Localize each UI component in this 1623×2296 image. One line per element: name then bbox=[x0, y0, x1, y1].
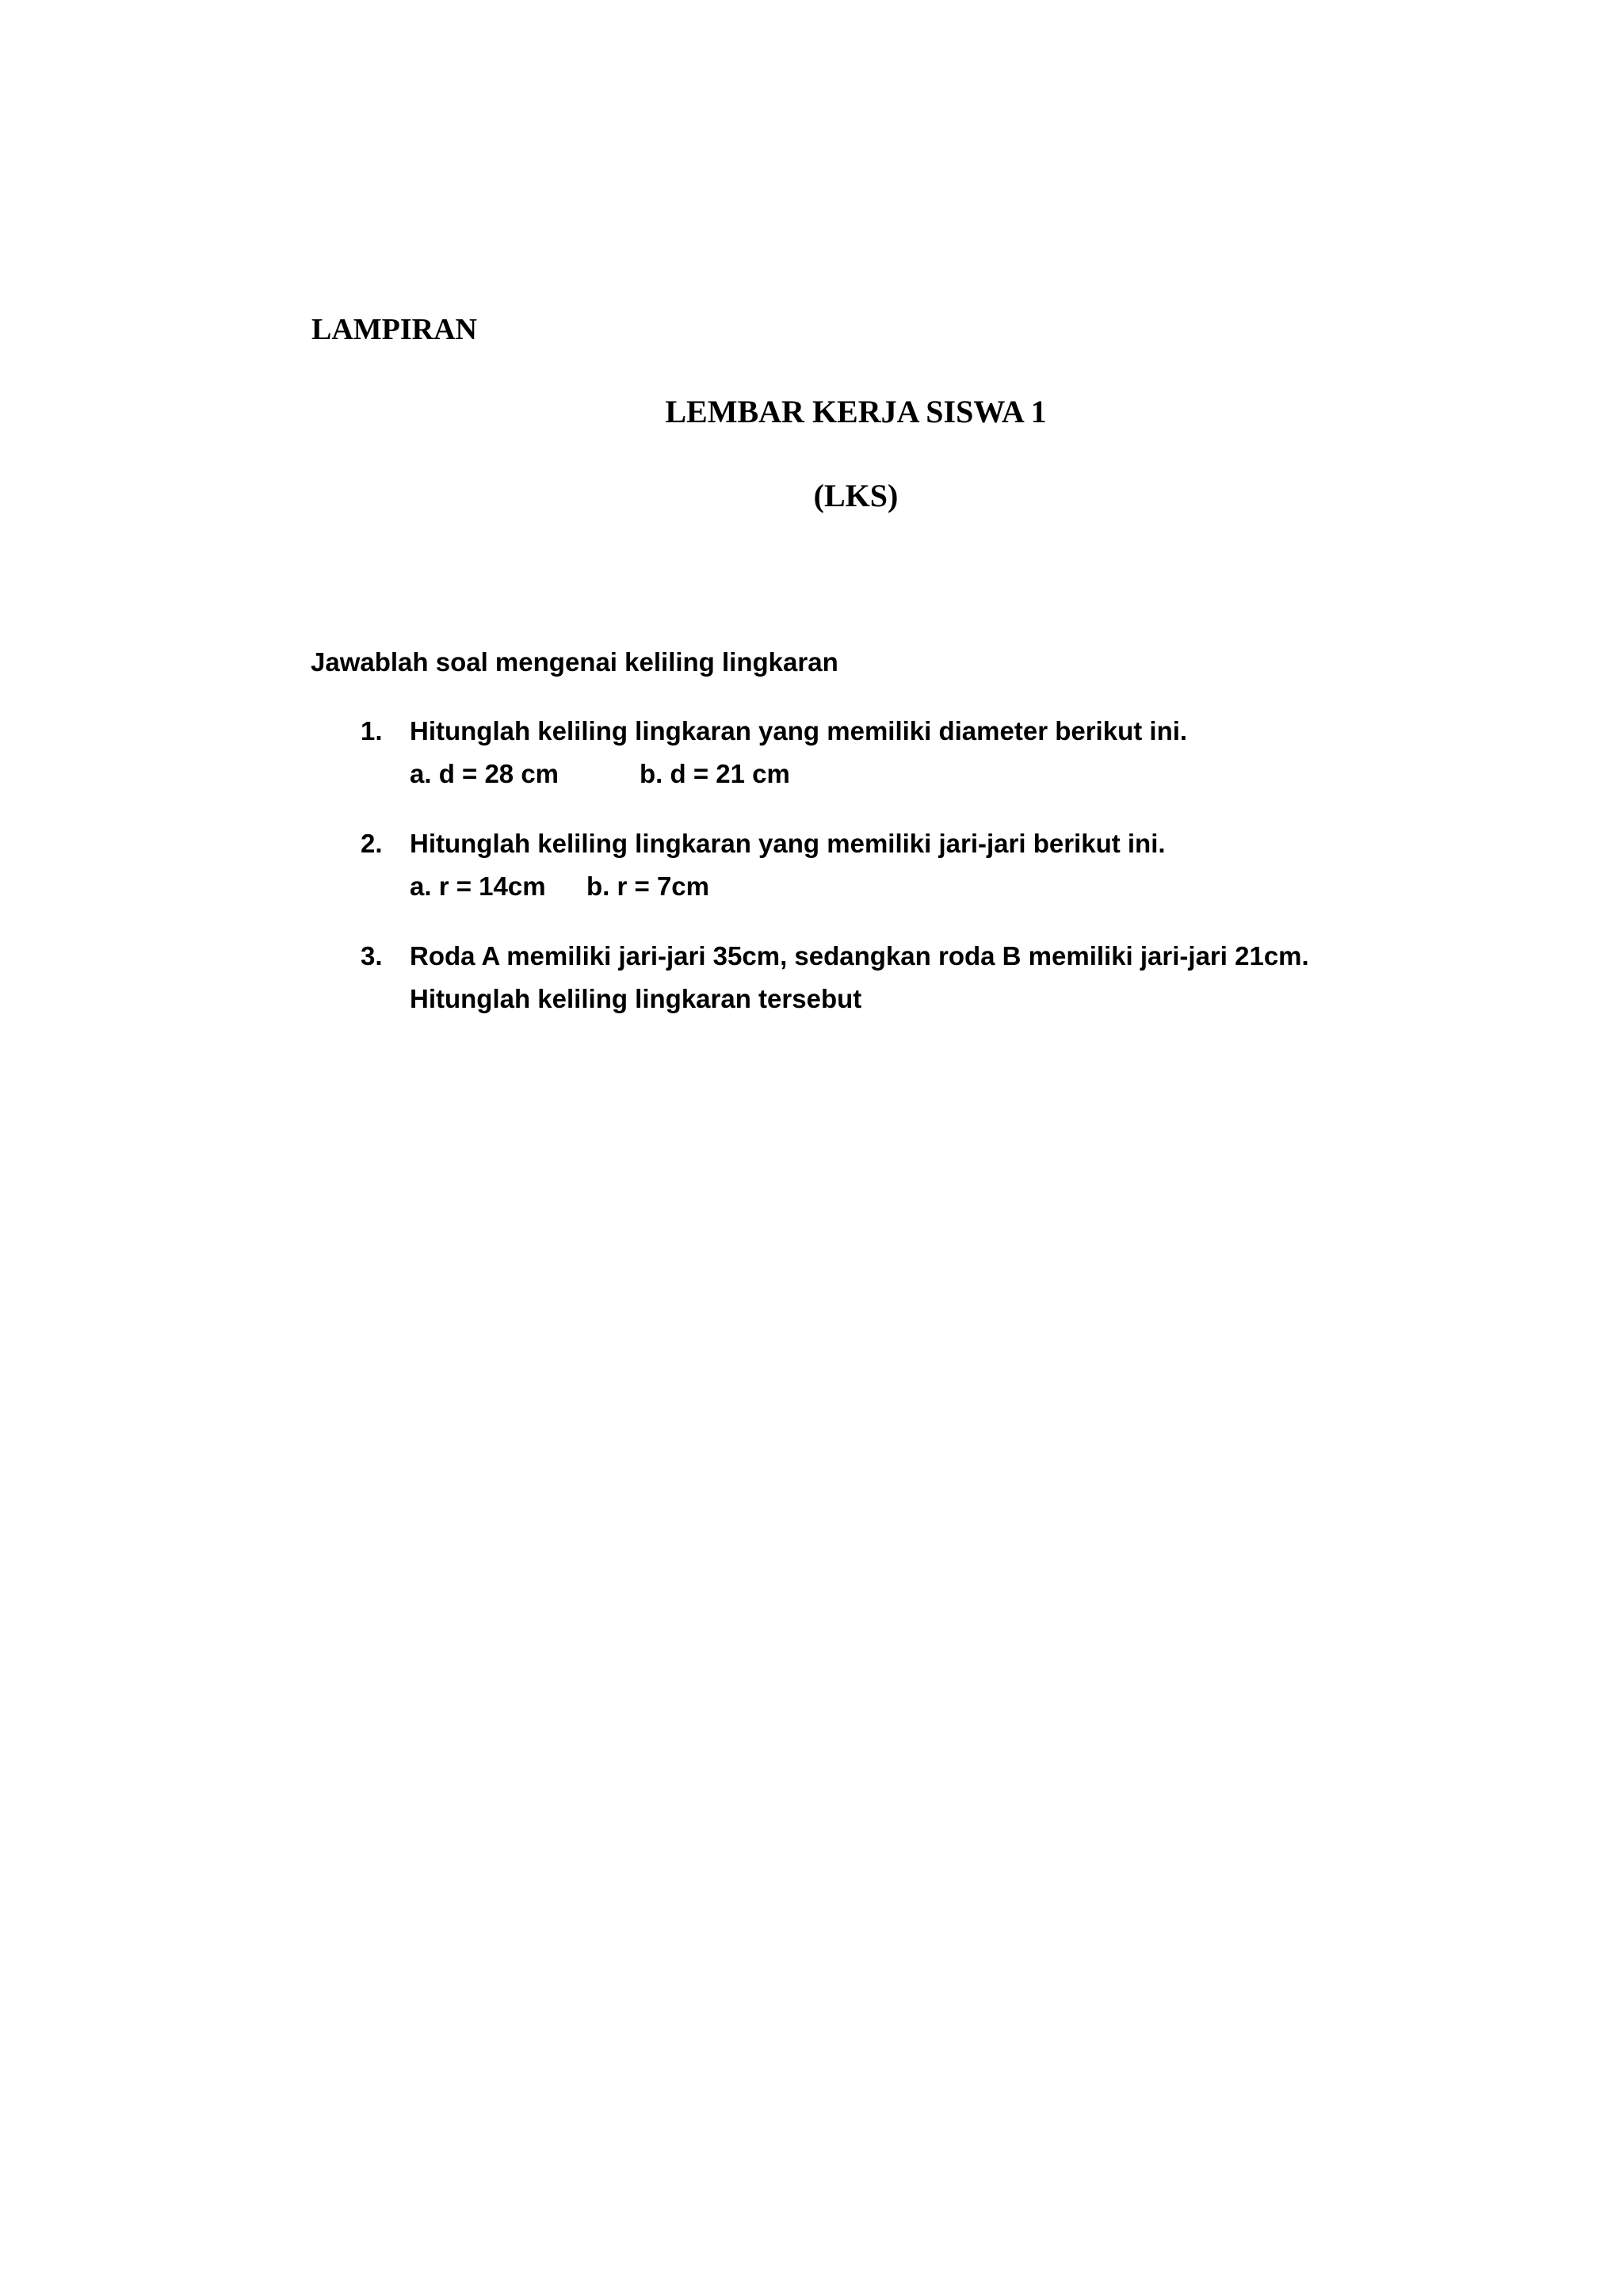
question-body bbox=[410, 935, 1392, 1020]
option-a: a. d = 28 cm bbox=[410, 759, 559, 788]
question-options bbox=[410, 865, 1392, 908]
question-text: Roda A memiliki jari-jari 35cm, sedangkan roda B memiliki jari-jari 21cm. bbox=[410, 941, 1309, 971]
instruction-text: Jawablah soal mengenai keliling lingkaran bbox=[311, 647, 838, 677]
question-options bbox=[410, 753, 1392, 795]
question-text-continued: Hitunglah keliling lingkaran tersebut bbox=[410, 984, 862, 1013]
question-body bbox=[410, 822, 1392, 908]
question-text: Hitunglah keliling lingkaran yang memiliki diameter berikut ini. bbox=[410, 716, 1188, 746]
option-b: b. r = 7cm bbox=[586, 871, 709, 901]
question-number: 1. bbox=[361, 716, 383, 746]
option-a: a. r = 14cm bbox=[410, 871, 546, 901]
worksheet-subtitle: (LKS) bbox=[813, 478, 899, 513]
question-number: 3. bbox=[361, 941, 383, 971]
question-text: Hitunglah keliling lingkaran yang memiliki jari-jari berikut ini. bbox=[410, 829, 1166, 858]
option-b: b. d = 21 cm bbox=[640, 759, 790, 788]
worksheet-title: LEMBAR KERJA SISWA 1 bbox=[665, 394, 1047, 429]
question-body bbox=[410, 710, 1392, 795]
question-number: 2. bbox=[361, 829, 383, 858]
appendix-label: LAMPIRAN bbox=[311, 313, 477, 346]
